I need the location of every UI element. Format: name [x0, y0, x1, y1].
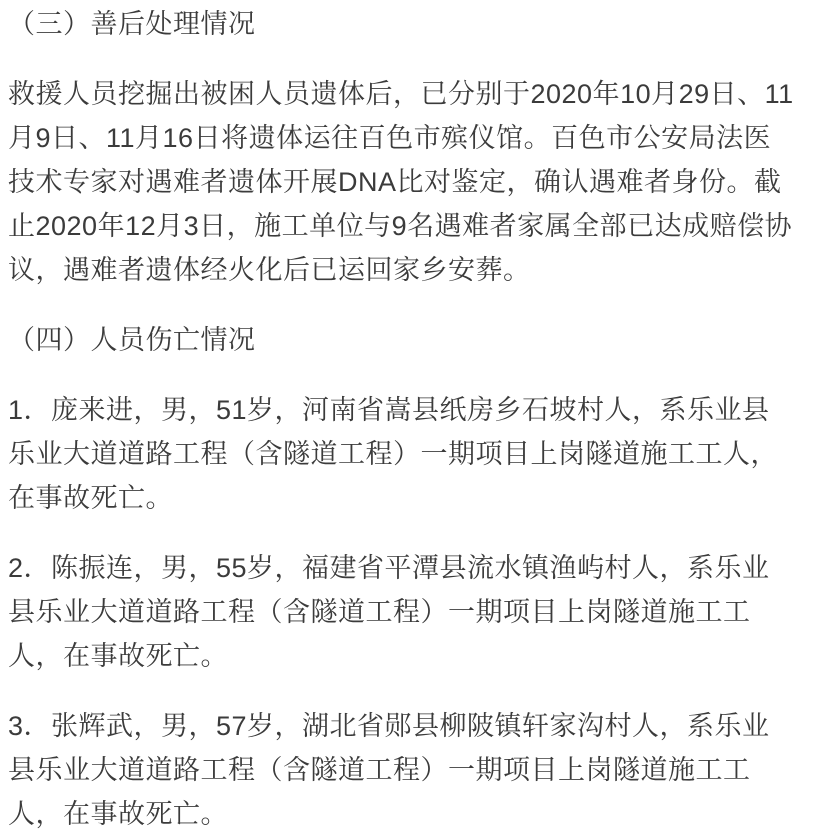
- casualty-item-1: 1．庞来进，男，51岁，河南省嵩县纸房乡石坡村人，系乐业县乐业大道道路工程（含隧道工程）一期项目上岗隧道施工工人，在事故死亡。: [8, 395, 778, 513]
- section-heading-aftermath: （三）善后处理情况: [8, 9, 256, 39]
- paragraph-aftermath-handling: 救援人员挖掘出被困人员遗体后，已分别于2020年10月29日、11月9日、11月16日将遗体运往百色市殡仪馆。百色市公安局法医技术专家对遇难者遗体开展DNA比对鉴定，确认遇难者身份。截止2020年12月3日，施工单位与9名遇难者家属全部已达成赔偿协议，遇难者遗体经火化后已运回家乡安葬。: [8, 79, 794, 285]
- casualty-item-2: 2．陈振连，男，55岁，福建省平潭县流水镇渔屿村人，系乐业县乐业大道道路工程（含隧道工程）一期项目上岗隧道施工工人，在事故死亡。: [8, 553, 770, 671]
- casualty-item-3: 3．张辉武，男，57岁，湖北省郧县柳陂镇轩家沟村人，系乐业县乐业大道道路工程（含隧道工程）一期项目上岗隧道施工工人，在事故死亡。: [8, 711, 770, 829]
- section-heading-casualties: （四）人员伤亡情况: [8, 325, 256, 355]
